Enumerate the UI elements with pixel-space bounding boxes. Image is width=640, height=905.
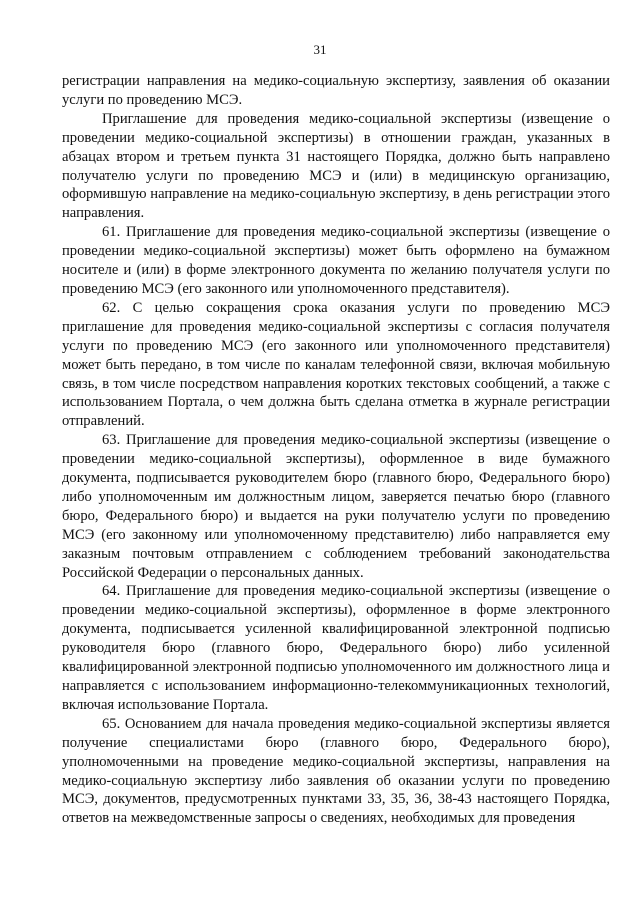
paragraph-65: 65. Основанием для начала проведения медико-социальной экспертизы является получение специалистами бюро (главного бюро, Федерального бюро), уполномоченными на проведение медико-социальной экспертизы, направления на медико-социальную экспертизу либо заявления об оказании услуги по проведению МСЭ, документов, предусмотренных пунктами 33, 35, 36, 38-43 настоящего Порядка, ответов на межведомственные запросы о сведениях, необходимых для проведения	[62, 715, 610, 827]
paragraph-64: 64. Приглашение для проведения медико-социальной экспертизы (извещение о проведении медико-социальной экспертизы), оформленное в форме электронного документа, подписывается усиленной квалифицированной электронной подписью руководителя бюро (главного бюро, Федерального бюро) либо усиленной квалифицированной электронной подписью уполномоченного им должностного лица и направляется с использованием информационно-телекоммуникационных технологий, включая использование Портала.	[62, 583, 610, 713]
paragraph-62: 62. С целью сокращения срока оказания услуги по проведению МСЭ приглашение для проведения медико-социальной экспертизы с согласия получателя услуги по проведению МСЭ (его законного или уполномоченного представителя) может быть передано, в том числе по каналам телефонной связи, включая мобильную связь, в том числе посредством направления коротких текстовых сообщений, а также с использованием Портала, о чем должна быть сделана отметка в журнале регистрации отправлений.	[62, 299, 610, 430]
paragraph-63: 63. Приглашение для проведения медико-социальной экспертизы (извещение о проведении медико-социальной экспертизы), оформленное в виде бумажного документа, подписывается руководителем бюро (главного бюро, Федерального бюро) либо уполномоченным им должностным лицом, заверяется печатью бюро (главного бюро, Федерального бюро) и выдается на руки получателю услуги по проведению МСЭ (его законному или уполномоченному представителю) либо направляется ему заказным почтовым отправлением с соблюдением требований законодательства Российской Федерации о персональных данных.	[62, 432, 610, 581]
paragraph-61: 61. Приглашение для проведения медико-социальной экспертизы (извещение о проведении медико-социальной экспертизы) может быть оформлено на бумажном носителе и (или) в форме электронного документа по желанию получателя услуги по проведению МСЭ (его законного или уполномоченного представителя).	[62, 224, 610, 297]
paragraph-continuation: регистрации направления на медико-социальную экспертизу, заявления об оказании услуги по проведению МСЭ.	[62, 73, 610, 108]
document-body	[62, 72, 610, 828]
page-number: 31	[313, 42, 327, 57]
paragraph-invitation-timing: Приглашение для проведения медико-социальной экспертизы (извещение о проведении медико-социальной экспертизы) в отношении граждан, указанных в абзацах втором и третьем пункта 31 настоящего Порядка, должно быть направлено получателю услуги по проведению МСЭ и (или) в медицинскую организацию, оформившую направление на медико-социальную экспертизу, в день регистрации этого направления.	[62, 110, 610, 222]
